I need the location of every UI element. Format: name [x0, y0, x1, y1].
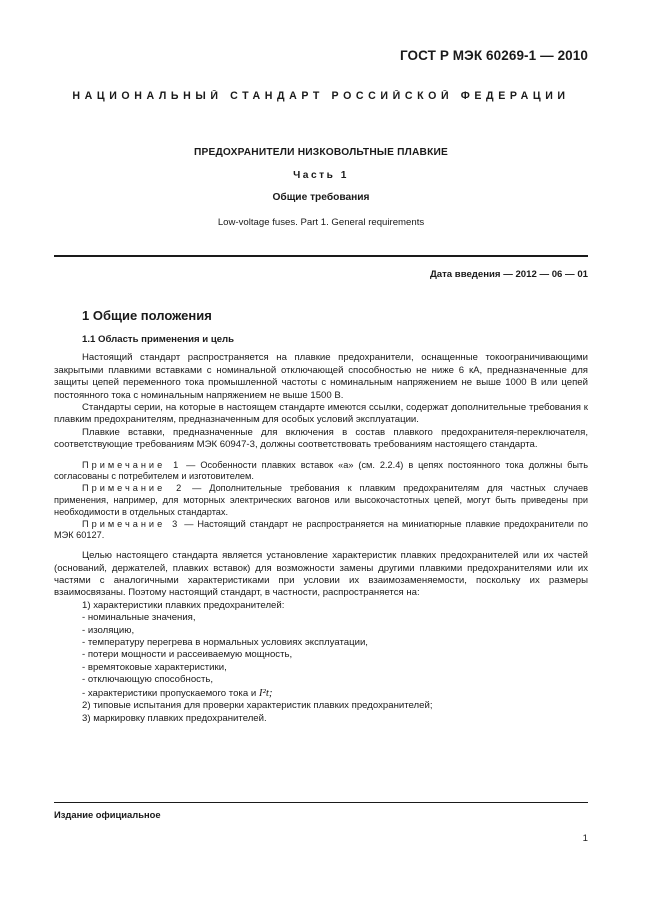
section-heading: 1 Общие положения	[82, 308, 212, 323]
note	[54, 483, 588, 518]
note-text: — Особенности плавких вставок «а» (см. 2.2.4) в цепях постоянного тока должны быть согласованы с потребителем и изготовителем.	[54, 459, 588, 482]
list-item: - потери мощности и рассеиваемую мощность,	[82, 649, 293, 661]
english-title: Low-voltage fuses. Part 1. General requirements	[217, 217, 425, 228]
footer-divider	[54, 802, 588, 803]
list-item-text: - характеристики пропускаемого тока и	[82, 687, 259, 699]
note-label: Примечание 1	[82, 459, 182, 470]
list-item: 3) маркировку плавких предохранителей.	[82, 712, 267, 724]
document-subtitle: Общие требования	[272, 192, 370, 203]
document-code: ГОСТ Р МЭК 60269-1 — 2010	[399, 48, 588, 63]
introduction-date: Дата введения — 2012 — 06 — 01	[429, 269, 588, 280]
note	[54, 519, 588, 543]
purpose-paragraph: Целью настоящего стандарта является установление характеристик плавких предохранителей или их частей (оснований, держателей, плавких вставок) для возможности замены другими плавкими предохранителями или их частями с аналогичными характеристиками при условии их взаимозаменяемости, поскольку их размеры взаимосвязаны. Поэтому настоящий стандарт, в частности, распространяется на:	[54, 550, 588, 599]
edition-label: Издание официальное	[54, 809, 161, 820]
i2t-symbol: I²t;	[258, 686, 273, 699]
note-text: — Настоящий стандарт не распространяется на миниатюрные плавкие предохранители по МЭК 60127.	[54, 518, 589, 541]
list-item: - времятоковые характеристики,	[82, 661, 227, 673]
document-title: ПРЕДОХРАНИТЕЛИ НИЗКОВОЛЬТНЫЕ ПЛАВКИЕ	[193, 147, 449, 158]
note-text: — Дополнительные требования к плавким предохранителям для частных случаев применения, например, для моторных электрических вагонов или высокочастотных цепей, могут быть приведены при необходимости в отдельных стандартах.	[54, 483, 589, 517]
list-item: 2) типовые испытания для проверки характеристик плавких предохранителей;	[82, 700, 433, 712]
list-item: - отключающую способность,	[82, 674, 214, 686]
document-part: Часть 1	[293, 170, 349, 181]
list-item: 1) характеристики плавких предохранителей:	[82, 599, 285, 611]
national-standard-banner: НАЦИОНАЛЬНЫЙ СТАНДАРТ РОССИЙСКОЙ ФЕДЕРАЦИИ	[72, 90, 570, 102]
document-body	[54, 307, 588, 725]
header-divider	[54, 255, 588, 257]
title-block	[54, 147, 588, 228]
list-item	[82, 687, 588, 700]
note-label: Примечание 2	[82, 483, 185, 494]
paragraph: Стандарты серии, на которые в настоящем стандарте имеются ссылки, содержат дополнительные требования к плавким предохранителям, предназначенным для особых условий эксплуатации.	[54, 402, 588, 426]
page-number: 1	[582, 833, 588, 844]
list-item: - температуру перегрева в нормальных условиях эксплуатации,	[82, 637, 368, 649]
paragraph: Настоящий стандарт распространяется на плавкие предохранители, оснащенные токоограничивающими закрытыми плавкими вставками с номинальной отключающей способностью не ниже 6 кА, предназначенные для защиты цепей переменного тока промышленной частоты с номинальным напряжением не выше 1000 В или цепей постоянного тока с номинальным напряжением не выше 1500 В.	[54, 352, 588, 401]
list-item: - изоляцию,	[82, 624, 135, 636]
paragraph: Плавкие вставки, предназначенные для включения в состав плавкого предохранителя-переключателя, соответствующие требованиям МЭК 60947-3, должны соответствовать требованиям настоящего стандарта.	[54, 426, 588, 451]
note	[54, 460, 588, 484]
note-label: Примечание 3	[82, 518, 181, 529]
list-item: - номинальные значения,	[82, 612, 196, 624]
subsection-heading: 1.1 Область применения и цель	[82, 334, 235, 345]
